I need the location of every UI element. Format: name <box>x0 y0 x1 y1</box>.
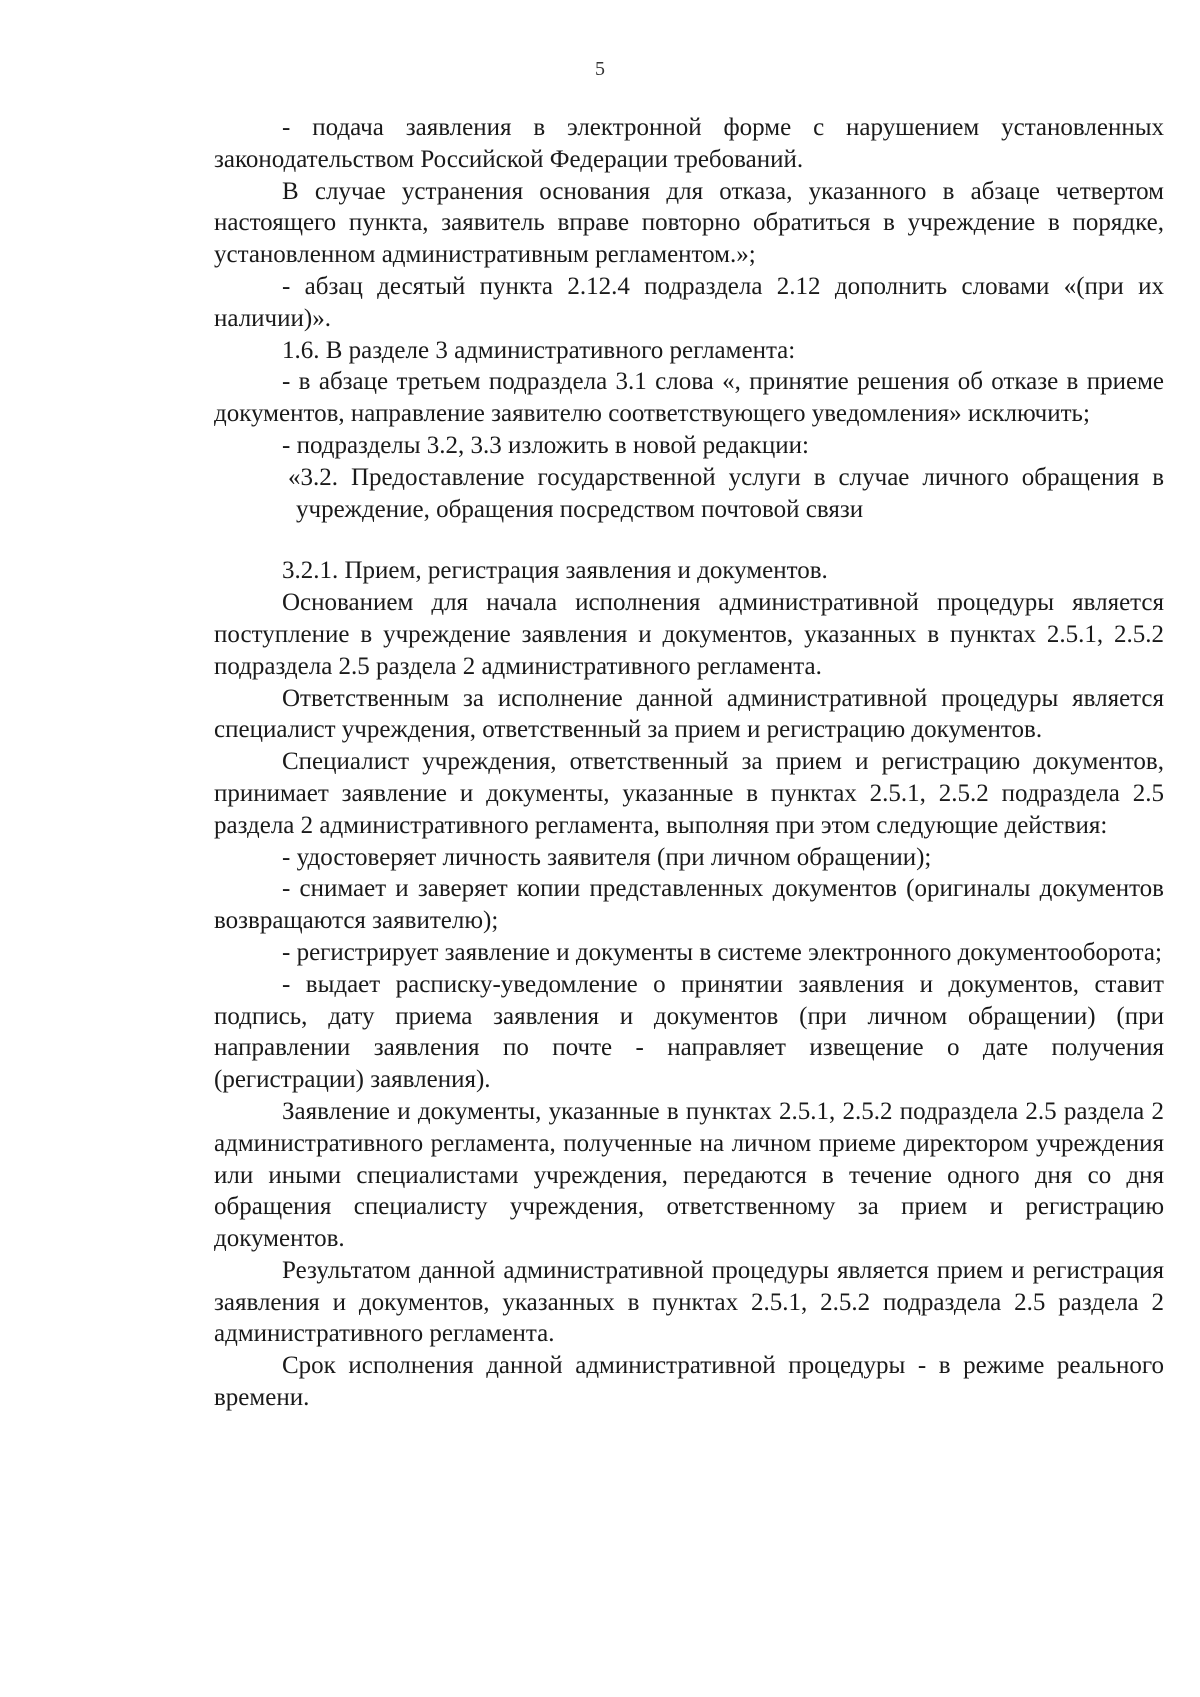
paragraph: - в абзаце третьем подраздела 3.1 слова «, принятие решения об отказе в приеме документов, направление заявителю соответствующего уведомления» исключить; <box>214 368 1164 428</box>
paragraph: В случае устранения основания для отказа, указанного в абзаце четвертом настоящего пункта, заявитель вправе повторно обратиться в учреждение в порядке, установленном административным регламентом.»; <box>214 177 1164 269</box>
paragraph: Ответственным за исполнение данной административной процедуры является специалист учреждения, ответственный за прием и регистрацию документов. <box>214 684 1164 744</box>
page-number: 5 <box>595 58 605 80</box>
paragraph: Специалист учреждения, ответственный за прием и регистрацию документов, принимает заявление и документы, указанные в пунктах 2.5.1, 2.5.2 подраздела 2.5 раздела 2 административного регламента, выполняя при этом следующие действия: <box>214 748 1164 839</box>
paragraph: - абзац десятый пункта 2.12.4 подраздела 2.12 дополнить словами «(при их наличии)». <box>214 272 1164 332</box>
paragraph: Срок исполнения данной административной процедуры - в режиме реального времени. <box>214 1352 1164 1412</box>
section-heading: «3.2. Предоставление государственной услуги в случае личного обращения в учреждение, обращения посредством почтовой связи <box>288 463 1164 523</box>
paragraph: 1.6. В разделе 3 административного регламента: <box>282 336 796 364</box>
paragraph: Результатом данной административной процедуры является прием и регистрация заявления и документов, указанных в пунктах 2.5.1, 2.5.2 подраздела 2.5 раздела 2 административного регламента. <box>214 1256 1164 1348</box>
list-item: - снимает и заверяет копии представленных документов (оригиналы документов возвращаются заявителю); <box>214 875 1164 935</box>
paragraph: - подразделы 3.2, 3.3 изложить в новой редакции: <box>282 431 809 459</box>
paragraph: - подача заявления в электронной форме с нарушением установленных законодательством Российской Федерации требований. <box>214 114 1164 173</box>
paragraph: Основанием для начала исполнения административной процедуры является поступление в учреждение заявления и документов, указанных в пунктах 2.5.1, 2.5.2 подраздела 2.5 раздела 2 административного регламента. <box>214 589 1164 680</box>
list-item: - выдает расписку-уведомление о принятии заявления и документов, ставит подпись, дату приема заявления и документов (при личном обращении) (при направлении заявления по почте - направляет извещение о дате получения (регистрации) заявления). <box>214 970 1164 1094</box>
list-item: - регистрирует заявление и документы в системе электронного документооборота; <box>282 938 1162 966</box>
list-item: - удостоверяет личность заявителя (при личном обращении); <box>282 843 932 871</box>
paragraph: Заявление и документы, указанные в пунктах 2.5.1, 2.5.2 подраздела 2.5 раздела 2 административного регламента, полученные на личном приеме директором учреждения или иными специалистами учреждения, передаются в течение одного дня со дня обращения специалисту учреждения, ответственному за прием и регистрацию документов. <box>214 1097 1164 1253</box>
section-spacer <box>214 525 1164 555</box>
subsection-heading: 3.2.1. Прием, регистрация заявления и документов. <box>282 557 828 585</box>
document-body <box>214 112 1164 1414</box>
